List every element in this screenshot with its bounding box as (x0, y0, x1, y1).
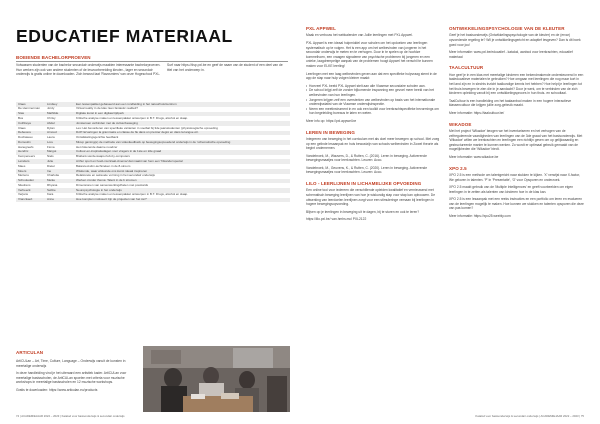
articulan-description: In deze handleiding vind je het uiteraard een artistiek kader. ArtiCULan voor meertalige basisscholen, de ArtiCULan spoelen met criteria voor muzische workshops in meertalige basisscholen en 12 muzische workshops. (16, 371, 127, 385)
block-paragraph: XPO 2.5 is een lesaanpak met een reeks instructies en een portfolio om leren en evalueren van de leerlingen mogelijk te maken. Hoe kunnen we stukken en talenten opsporen die deze van pas komen? (449, 197, 584, 211)
cell-lastname: Hanegreefs (18, 144, 34, 149)
more-info-link[interactable]: Meer informatie: www.pxl.be/educatief - katalod, aanbod voor leerkrachten, educatief materiaal (449, 50, 573, 59)
cell-lastname: Stas (16, 112, 45, 117)
right-column-1 (306, 26, 440, 228)
cell-title: Het riskerende daarne noodzer (76, 144, 118, 149)
cell-firstname: Anne (45, 198, 74, 203)
page-title: EDUCATIEF MATERIAAL (16, 26, 233, 46)
more-info-link[interactable]: Meer info op: https://pxl.appwel.be (306, 118, 357, 123)
cell-firstname: Meike (45, 179, 74, 184)
cell-title: Mixup gaming(e) de methode van videofeedback op bewegingsopvoedend onderwijs in de 'schematische opvoeding (74, 140, 290, 145)
content-block (449, 65, 584, 115)
block-paragraph: PXL Appwel is een ideaal hulpmiddel voor scholen om het opdoeken van leerlingen systematisch op te volgen. Het is een app om het welbevinden van jongeren in het secundair onderwijs te meten en te verhogen. Door in te spelen op de hoofdze kommelhoen, een vraagen signaleme van psychische problemen bij jongeren en een unieke, laagdrempelige aanpak van de problemen hoogt Appwel het verschil te kunnen maken voor ELKE leerling! (306, 41, 433, 68)
block-paragraph: Met het project 'Wikadoe' beogen we het inventariseren en het verhogen van de zelfregulerende vaardigheden van leerlingen van de 3de graad van het basisonderwijs. Met 'Wikadoe' willen we leerkrachten en leerlingen een richtlijn geven om op gelijkwaardig en gestructureerde manier te kunnen werken. Zo wordt er optimaal gebruik gemaakt van de mogelijkheden die 'Wikadoe' biedt. (449, 128, 583, 152)
cell-lastname: Cuthbeya (16, 121, 45, 126)
cell-lastname: Kempeneers (18, 154, 36, 159)
intro-paragraph: Volwassen studenten van de bachelor secundair onderwijs maakten interessante bachelorproeven. Hun werken zijn ook van andere studenten of de lesvoorbereiding kleuter-, lager en secundair onderwijs is gratis online te downloaden. Zich bewust laat 'Ravosmiers' van onze Hogeschool PXL. (16, 63, 161, 77)
classroom-photo (143, 346, 290, 412)
cell-title: Dimensionen van samenwerkingdhelen met postcards (76, 182, 149, 187)
cell-lastname: Debevere (16, 131, 45, 136)
cell-firstname: Lore (45, 140, 74, 145)
block-title: PXL APPWEL (306, 26, 337, 31)
cell-title: Kritische analyse maken en lessenpakket ontwerpen in B.T. Drugs, alcohol en slaap. (76, 115, 189, 120)
cell-lastname: Bos (18, 115, 24, 120)
block-paragraph: XPO 2.5 maakt gebruik van de 'Multiple Intelligences' en geeft voorbeelden om eigen leerlingen in te zetten als talenten van kinderen hoe in de klas kan. (449, 185, 574, 194)
section-title-boeiende: BOEIENDE BACHELORPROEVEN (16, 55, 91, 60)
classroom-photo-illustration (143, 346, 290, 412)
cell-lastname: Moers (16, 169, 45, 174)
cell-lastname: Duchateau (18, 135, 33, 140)
block-paragraph: Integreren van beweging in het curriculum met als doel meer bewegen op school. Met zoeg op een gelinde lesaanpak en huis bewustzijn van schools welbevinden in Zowel theorie als begint ondernemen. (306, 136, 440, 151)
cell-title: Digitale kunst in een digitaal tijdperk (74, 112, 290, 117)
block-paragraph: https://lilo.pxl.be/ van.hmhs.mcl PXL2122 (306, 217, 367, 222)
content-block (449, 166, 584, 219)
block-paragraph: Geef je het basisonderwijs (Ontwikkelingspsychologie van de kleuter) en de (ervar) opvoedende regeling te? Wil je ontwikkelingsgericht en adaptief lesgeven? Dan is dit boek goed voor jou! (449, 33, 581, 47)
block-paragraph: Een online tool voor iedereen die verschillende opleiden kwalitatief en vernieuwend met schematisch beweging leerlijnen van hoe je wiskundig stap voor stap kan opbouwen. De uitwerking van leerdoelen leerlijnen zorgt voor een stimuleringe vernaan bij leerlingen in hogere bewegingsopvoeding. (306, 188, 436, 207)
block-title: XPO 2.5 (449, 165, 467, 171)
cell-title: Wiskunde, waar wiskunde ons kunst ideaal inspireren (74, 169, 290, 174)
content-block (306, 26, 440, 124)
cell-title: Brabant-vierde-kaaps-hub-by-computers (76, 154, 130, 159)
more-info-link[interactable]: Meer informatie: www.wikadoe.be (449, 154, 499, 159)
block-paragraph: Leerlingen met een laag welbevinden geven aan dat een specifieke hulpvraag stemt in de app de stap naar hulp volgen kleiner maakt: (306, 71, 437, 81)
bachelor-table (16, 102, 290, 202)
cell-lastname: De Hemmerman (18, 106, 41, 111)
bullet-list (306, 84, 440, 116)
list-item: • Neem een meetinstrument in en ook een toolkit voor leerkrachtspecifieke bevormings om hun begeleiding bureaus te laten en weten. (306, 107, 440, 116)
cell-title: Hoe komplen motiveert zijn de projecten van het ion? (74, 198, 290, 203)
cell-firstname: Laura (47, 135, 55, 140)
block-paragraph: Hoe geef je in een klas met meertalige kinderen een bekendmakende ondersteunend in een taaleducatieve materialen te gebruiken? Hoe omgaan met leerlingen die nog maar kort in het land zijn en in slechts inzicht taalkundige kennis het hebben? Hoe helpt je leerlingen tot het thuis bewegen te zien die in je aandacht? Door je werk, om te verbinden van de zich kinderen opleiding vanuit bij een ontwikkelingsproces in hun thuis- en schooltaal. (449, 72, 584, 96)
cell-title: Arthur sport en hoelt-muzicaal-cinema/ dat maakt van hem een 'frikandel special (74, 159, 290, 164)
footer-left: 74 | ACADEMIEJAAR 2022 – 2023 | Katalod voor basisonderwijs & secundair onderwijs (16, 414, 125, 418)
block-paragraph: Maak en verbouw het webkalender van Jullie leerlingen met PXL Appwel. (306, 33, 413, 38)
block-title: LEREN IN BEWEGING (306, 129, 355, 135)
cell-firstname: Margot (45, 150, 74, 155)
more-info-link[interactable]: Meer informatie: https://taalcultuur.be/ (449, 110, 505, 115)
cell-title: Balanced-slim-technieken in de 8-stroom (76, 163, 131, 168)
cell-firstname: Kara (47, 192, 54, 197)
block-paragraph: Vandebroek, M., Wauvers, D., & Rutten, C. (2016). Leren in beweging. Activerende bewegingsmaatjes voor leerkrachten. Leuven: Acco. (306, 153, 427, 163)
section-divider (16, 61, 288, 62)
cell-firstname: Chrisy (47, 115, 56, 120)
cell-lastname: Claes (18, 125, 26, 130)
cell-lastname: Schouteden (16, 179, 45, 184)
cell-firstname: Dylan (47, 125, 55, 130)
block-title: TAALCULTUUR (449, 65, 484, 71)
articulan-text (16, 359, 136, 393)
block-paragraph: XPO 2.5 is een methode om talentgericht naar stukken te kijken. 'X' verwijst naar X-factor, We geloven in talenten. 'P' in 'Presentatie', 'O' voor Opsporen en onderzoek. (449, 172, 580, 182)
cell-title: Relationele en seksuele vorming in het secundair onderwijs (76, 173, 155, 178)
cell-title: Kritische analyse maken en lessenpakket ontwerpen in B.T. Drugs, alcohol en slaap. (76, 192, 189, 197)
cell-lastname: Hendrix (16, 150, 45, 155)
block-title: LILO - LEERLIJNEN IN LICHAMELIJKE OPVOEDING (306, 181, 422, 187)
block-paragraph: Vandebroek, M., Geuvens, K., & Rutten, C. (2020). Leren in beweging. Activerende bewegingsmaatjes voor leerkrachten. Leuven: Acco. (306, 165, 428, 175)
cell-firstname: Sebbe (45, 188, 74, 193)
content-block (306, 181, 440, 222)
cell-firstname: Mathilde (45, 112, 74, 117)
cell-lastname: Sliedrens (18, 182, 31, 187)
table-row (16, 198, 290, 203)
content-block (449, 122, 584, 160)
surf-instruction: Surf naar https://dsp.pxl.be en geef de naam van de student of een deel van de titel van het onderwerp in. (167, 63, 283, 72)
cell-firstname: Rhyana (47, 182, 58, 187)
section-title-articulan: ARTICULAN (16, 350, 44, 355)
articulan-subtitle: ArtiCULan – Art, Time, Culture, Language – Onderwijs vanuit de kunsten in meertalige onderwijs (16, 359, 126, 368)
list-item: • Hoeveel PXL beeld PXL Appwel stelt aan alle Vlaamse secundaire scholen aan. (306, 84, 440, 89)
right-page (300, 0, 600, 424)
cell-title: Ontwikkelingsgerichte feedback (76, 135, 119, 140)
cell-title: Neuropsychologie in het onderwijs (74, 188, 290, 193)
block-paragraph: Blijven op je leerlingen in beweging uit te dagen, bij te sturen en ook te leren? (306, 209, 420, 214)
cell-title: Cultuur-en-inspiratiedagen voor vragers in de 1ste en 2de graad (74, 150, 290, 155)
cell-firstname: Dieter (47, 163, 56, 168)
cell-title: Les: Het bevorderen van specifieke varianten in voetbal bij 3de jaarsstudenten (physioloogische opvoeding (76, 125, 218, 130)
cell-firstname: Jordy (47, 106, 55, 111)
cell-firstname: Fiona (47, 144, 55, 149)
cell-title: DxPr Ervaringen la grammaire en classe de fle dans un premier degré en dans la langue étr. (74, 131, 290, 136)
list-item: • Jongeren krijgen zelf een oversterken van welbevinden op basis van het internationale onderwijsstatist van de Vlaamse onderwijsinspectie. (306, 98, 440, 107)
block-title: WIKADOE (449, 121, 472, 127)
cell-title: Virtual reality in de klas: Een fantastic realiteit? (76, 106, 138, 111)
block-title: ONTWIKKELINGSPSYCHOLOGIE VAN DE KLEUTER (449, 26, 565, 31)
cell-title: Jonsiensen verbinden met de cultuurbeweging (74, 121, 290, 126)
cell-lastname: Vranckaert (16, 198, 45, 203)
content-block (306, 130, 440, 176)
cell-firstname: Abdel (45, 121, 74, 126)
cell-firstname: Julie (45, 159, 74, 164)
cell-firstname: Arnoud (45, 131, 74, 136)
cell-lastname: Mertens (18, 173, 29, 178)
cell-firstname: Ine (45, 169, 74, 174)
right-column-2 (449, 26, 584, 225)
cell-firstname: Lindsey (45, 102, 74, 107)
cell-firstname: Niels (47, 154, 54, 159)
cell-lastname: Claes (16, 102, 45, 107)
more-info-link[interactable]: Meer informatie: https://xpo25.weebly.com (449, 214, 511, 219)
cell-lastname: Verjans (18, 192, 29, 197)
cell-lastname: Dumoulin (16, 140, 45, 145)
list-item: • De school krijgt zelf de zonder bijkomende inspanning een gevoel meer beeld van het welbevinden van hun leerlingen. (306, 88, 440, 97)
cell-lastname: Verbeeck (16, 188, 45, 193)
cell-lastname: Leinders (16, 159, 45, 164)
cell-lastname: Maes (18, 163, 26, 168)
cell-title: Werken zonder thema: Talent in de b stromen (74, 179, 290, 184)
cell-firstname: Charlotte (47, 173, 60, 178)
articulan-download-link[interactable]: Gratis te downloaden: https://www.articulan.eu/products (16, 387, 98, 392)
cell-title: Een lessenpakket gebaseerd aan een rondleiding in het natuurhuis/centrum (74, 102, 290, 107)
footer-right: Katalod voor basisonderwijs & secundair onderwijs | ACADEMIEJAAR 2022 – 2023 | 75 (475, 414, 584, 418)
block-paragraph: TaalCultuur is een handleiding om het taalaanbod maken in een hogere interactieve klassencultuur die krijgen jullie zorg-gebruik maakt. (449, 98, 572, 108)
content-block (449, 26, 584, 59)
